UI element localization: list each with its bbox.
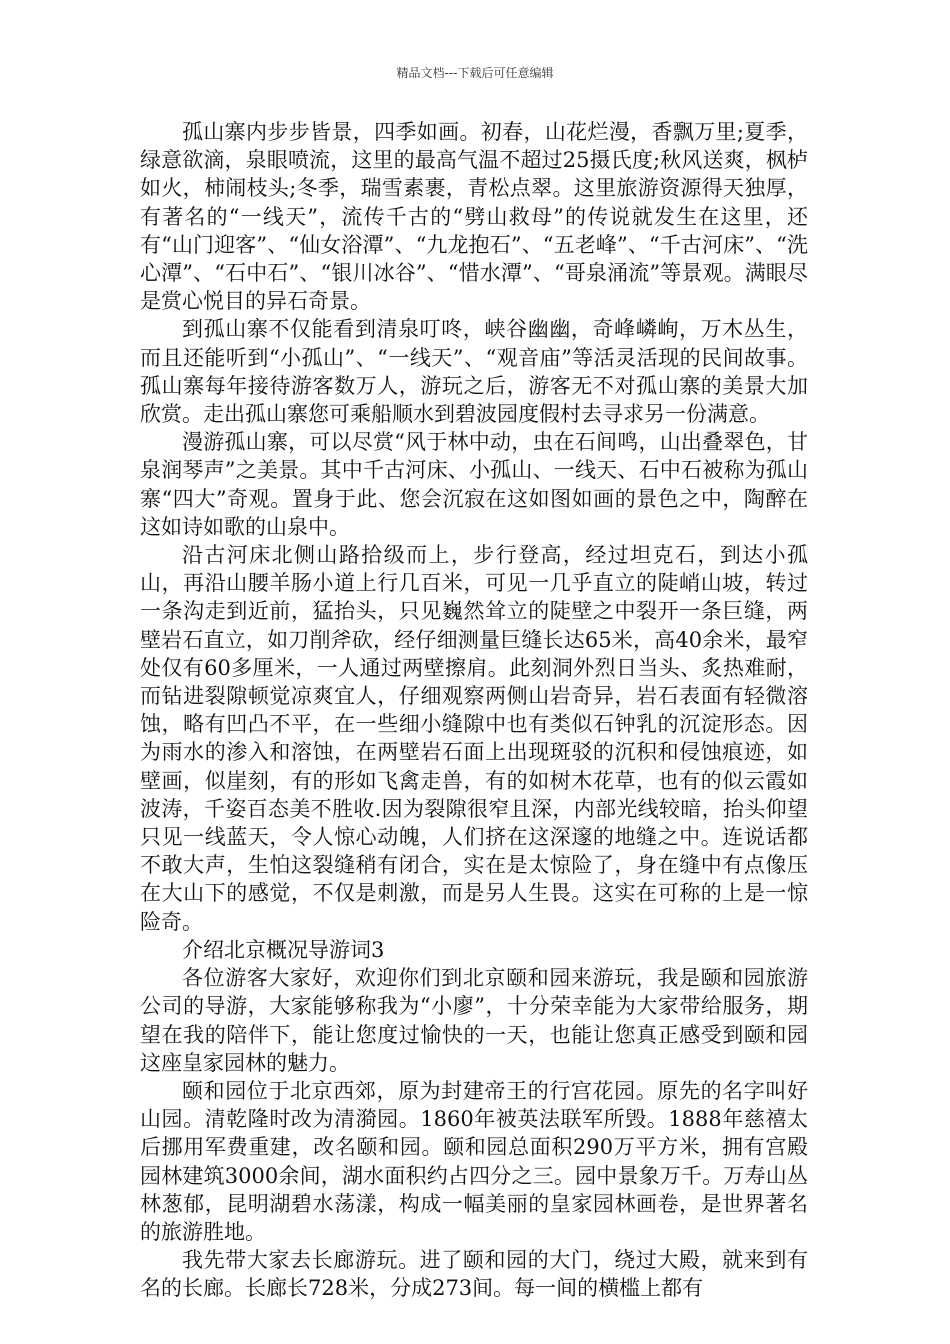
- paragraph: 各位游客大家好，欢迎你们到北京颐和园来游玩，我是颐和园旅游公司的导游，大家能够称我为“小廖”，十分荣幸能为大家带给服务，期望在我的陪伴下，能让您度过愉快的一天，也能让您真正感受到颐和园这座皇家园林的魅力。: [140, 966, 808, 1075]
- document-body: [140, 118, 808, 1303]
- page-header: 精品文档---下载后可任意编辑: [396, 66, 554, 80]
- paragraph: 沿古河床北侧山路拾级而上，步行登高，经过坦克石，到达小孤山，再沿山腰羊肠小道上行几百米，可见一几乎直立的陡峭山坡，转过一条沟走到近前，猛抬头，只见巍然耸立的陡壁之中裂开一条巨缝，两壁岩石直立，如刀削斧砍，经仔细测量巨缝长达65米，高40余米，最窄处仅有60多厘米，一人通过两壁擦肩。此刻洞外烈日当头、炙热难耐，而钻进裂隙顿觉凉爽宜人，仔细观察两侧山岩奇异，岩石表面有轻微溶蚀，略有凹凸不平，在一些细小缝隙中也有类似石钟乳的沉淀形态。因为雨水的渗入和溶蚀，在两壁岩石面上出现斑驳的沉积和侵蚀痕迹，如壁画，似崖刻，有的形如飞禽走兽，有的如树木花草，也有的似云霞如波涛，千姿百态美不胜收.因为裂隙很窄且深，内部光线较暗，抬头仰望只见一线蓝天，令人惊心动魄，人们挤在这深邃的地缝之中。连说话都不敢大声，生怕这裂缝稍有闭合，实在是太惊险了，身在缝中有点像压在大山下的感觉，不仅是刺激，而是另人生畏。这实在可称的上是一惊险奇。: [140, 543, 808, 934]
- paragraph: 我先带大家去长廊游玩。进了颐和园的大门，绕过大殿，就来到有名的长廊。长廊长728米，分成273间。每一间的横槛上都有: [140, 1248, 808, 1301]
- section-heading: 介绍北京概况导游词3: [182, 937, 385, 962]
- paragraph: 到孤山寨不仅能看到清泉叮咚，峡谷幽幽，奇峰嶙峋，万木丛生，而且还能听到“小孤山”、“一线天”、“观音庙”等活灵活现的民间故事。孤山寨每年接待游客数万人，游玩之后，游客无不对孤山寨的美景大加欣赏。走出孤山寨您可乘船顺水到碧波园度假村去寻求另一份满意。: [140, 317, 808, 427]
- paragraph: 孤山寨内步步皆景，四季如画。初春，山花烂漫，香飘万里;夏季，绿意欲滴，泉眼喷流，这里的最高气温不超过25摄氏度;秋风送爽，枫栌如火，柿闹枝头;冬季，瑞雪素裹，青松点翠。这里旅游资源得天独厚，有著名的“一线天”，流传千古的“劈山救母”的传说就发生在这里，还有“山门迎客”、“仙女浴潭”、“九龙抱石”、“五老峰”、“千古河床”、“洗心潭”、“石中石”、“银川冰谷”、“惜水潭”、“哥泉涌流”等景观。满眼尽是赏心悦目的异石奇景。: [140, 120, 808, 314]
- paragraph: 颐和园位于北京西郊，原为封建帝王的行宫花园。原先的名字叫好山园。清乾隆时改为清漪园。1860年被英法联军所毁。1888年慈禧太后挪用军费重建，改名颐和园。颐和园总面积290万平方米，拥有宫殿园林建筑3000余间，湖水面积约占四分之三。园中景象万千。万寿山丛林葱郁，昆明湖碧水荡漾，构成一幅美丽的皇家园林画卷，是世界著名的旅游胜地。: [140, 1078, 808, 1244]
- paragraph: 漫游孤山寨，可以尽赏“风于林中动，虫在石间鸣，山出叠翠色，甘泉润琴声”之美景。其中千古河床、小孤山、一线天、石中石被称为孤山寨“四大”奇观。置身于此、您会沉寂在这如图如画的景色之中，陶醉在这如诗如歌的山泉中。: [140, 430, 808, 539]
